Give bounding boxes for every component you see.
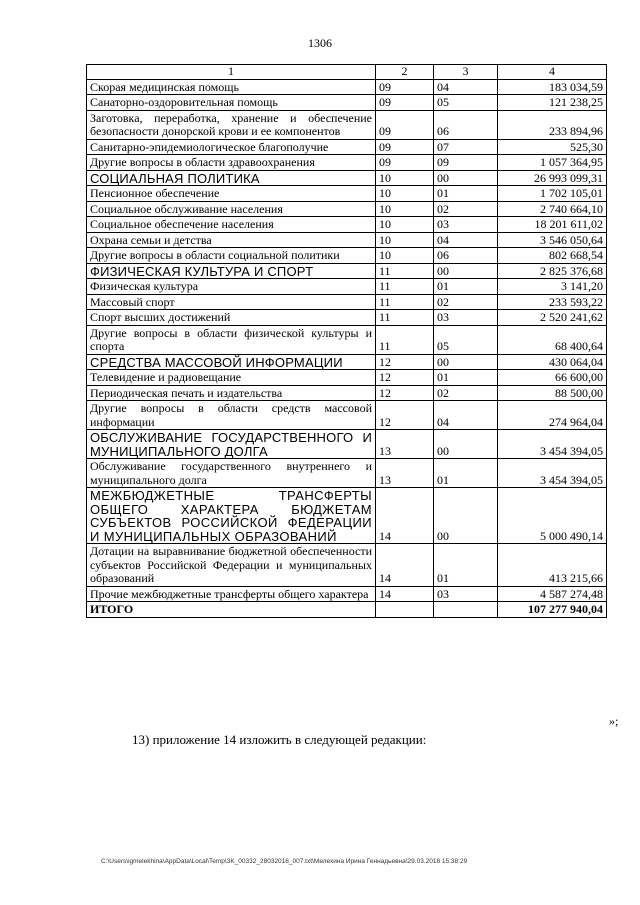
table-row [87, 430, 607, 459]
row-subsection: 02 [434, 201, 498, 217]
table-row [87, 79, 607, 95]
row-name: Другие вопросы в области здравоохранения [87, 155, 376, 171]
row-name: Массовый спорт [87, 294, 376, 310]
row-subsection: 02 [434, 385, 498, 401]
row-subsection: 01 [434, 370, 498, 386]
row-section: 13 [376, 430, 434, 459]
table-row [87, 248, 607, 264]
table-row [87, 459, 607, 488]
row-name: СОЦИАЛЬНАЯ ПОЛИТИКА [87, 170, 376, 186]
table-row [87, 110, 607, 139]
budget-table [86, 64, 607, 618]
table-row [87, 201, 607, 217]
row-section: 11 [376, 310, 434, 326]
row-section: 11 [376, 294, 434, 310]
row-subsection: 07 [434, 139, 498, 155]
row-name: Другие вопросы в области средств массовой информации [87, 401, 376, 430]
row-name: Заготовка, переработка, хранение и обеспечение безопасности донорской крови и ее компонентов [87, 110, 376, 139]
header-cell-section: 2 [376, 65, 434, 80]
row-sum: 274 964,04 [498, 401, 607, 430]
row-sum: 2 825 376,68 [498, 263, 607, 279]
table-row [87, 488, 607, 544]
row-sum: 2 520 241,62 [498, 310, 607, 326]
row-section: 13 [376, 459, 434, 488]
row-name: Санаторно-оздоровительная помощь [87, 95, 376, 111]
row-name: Прочие межбюджетные трансферты общего характера [87, 586, 376, 602]
table-row [87, 279, 607, 295]
row-subsection: 03 [434, 217, 498, 233]
row-section: 11 [376, 279, 434, 295]
table-header-row [87, 65, 607, 80]
row-sum: 233 894,96 [498, 110, 607, 139]
row-name: Пенсионное обеспечение [87, 186, 376, 202]
row-name: Периодическая печать и издательства [87, 385, 376, 401]
row-subsection: 04 [434, 79, 498, 95]
row-sum: 66 600,00 [498, 370, 607, 386]
row-subsection: 09 [434, 155, 498, 171]
total-empty-subsection [434, 602, 498, 618]
row-section: 10 [376, 232, 434, 248]
row-subsection: 01 [434, 279, 498, 295]
table-row [87, 155, 607, 171]
table-row [87, 186, 607, 202]
row-name: Санитарно-эпидемиологическое благополучие [87, 139, 376, 155]
row-sum: 413 215,66 [498, 544, 607, 587]
row-section: 14 [376, 586, 434, 602]
row-section: 12 [376, 370, 434, 386]
row-name: Телевидение и радиовещание [87, 370, 376, 386]
row-subsection: 01 [434, 186, 498, 202]
row-name: Обслуживание государственного внутреннего и муниципального долга [87, 459, 376, 488]
row-subsection: 00 [434, 488, 498, 544]
row-section: 10 [376, 186, 434, 202]
row-section: 09 [376, 155, 434, 171]
amendment-paragraph: 13) приложение 14 изложить в следующей редакции: [132, 732, 427, 747]
row-sum: 3 546 050,64 [498, 232, 607, 248]
row-section: 09 [376, 110, 434, 139]
row-name: ФИЗИЧЕСКАЯ КУЛЬТУРА И СПОРТ [87, 263, 376, 279]
row-name: Другие вопросы в области социальной политики [87, 248, 376, 264]
row-subsection: 02 [434, 294, 498, 310]
row-subsection: 05 [434, 325, 498, 354]
row-subsection: 03 [434, 586, 498, 602]
table-body [87, 79, 607, 602]
row-section: 12 [376, 401, 434, 430]
row-section: 09 [376, 139, 434, 155]
row-section: 11 [376, 263, 434, 279]
table-row [87, 139, 607, 155]
row-subsection: 06 [434, 110, 498, 139]
row-name: Социальное обслуживание населения [87, 201, 376, 217]
row-subsection: 06 [434, 248, 498, 264]
row-subsection: 00 [434, 354, 498, 370]
row-name: ОБСЛУЖИВАНИЕ ГОСУДАРСТВЕННОГО И МУНИЦИПАЛЬНОГО ДОЛГА [87, 430, 376, 459]
row-section: 10 [376, 217, 434, 233]
row-section: 14 [376, 488, 434, 544]
table-row [87, 370, 607, 386]
row-sum: 2 740 664,10 [498, 201, 607, 217]
total-sum: 107 277 940,04 [498, 602, 607, 618]
row-sum: 1 057 364,95 [498, 155, 607, 171]
file-path-footer: C:\Users\igmelekhina\AppData\Local\Temp\3K_00332_28032018_007.txt\Мелехина Ирина Геннадьевна\29.03.2018 15:38:29 [101, 858, 468, 865]
row-subsection: 00 [434, 430, 498, 459]
row-subsection: 00 [434, 170, 498, 186]
table-row [87, 170, 607, 186]
row-section: 10 [376, 201, 434, 217]
table-row [87, 263, 607, 279]
table-row [87, 325, 607, 354]
table-row [87, 232, 607, 248]
table-row [87, 586, 607, 602]
row-section: 10 [376, 170, 434, 186]
row-name: СРЕДСТВА МАССОВОЙ ИНФОРМАЦИИ [87, 354, 376, 370]
total-empty-section [376, 602, 434, 618]
row-sum: 3 454 394,05 [498, 459, 607, 488]
row-sum: 18 201 611,02 [498, 217, 607, 233]
row-sum: 802 668,54 [498, 248, 607, 264]
header-cell-subsection: 3 [434, 65, 498, 80]
row-section: 12 [376, 354, 434, 370]
row-name: МЕЖБЮДЖЕТНЫЕ ТРАНСФЕРТЫ ОБЩЕГО ХАРАКТЕРА БЮДЖЕТАМ СУБЪЕКТОВ РОССИЙСКОЙ ФЕДЕРАЦИИ И МУНИЦИПАЛЬНЫХ ОБРАЗОВАНИЙ [87, 488, 376, 544]
row-subsection: 01 [434, 544, 498, 587]
row-subsection: 00 [434, 263, 498, 279]
row-subsection: 01 [434, 459, 498, 488]
row-sum: 430 064,04 [498, 354, 607, 370]
row-name: Другие вопросы в области физической культуры и спорта [87, 325, 376, 354]
row-sum: 4 587 274,48 [498, 586, 607, 602]
row-sum: 121 238,25 [498, 95, 607, 111]
row-name: Спорт высших достижений [87, 310, 376, 326]
row-sum: 26 993 099,31 [498, 170, 607, 186]
row-subsection: 05 [434, 95, 498, 111]
row-section: 11 [376, 325, 434, 354]
page-number: 1306 [308, 36, 332, 50]
row-sum: 88 500,00 [498, 385, 607, 401]
table-row [87, 217, 607, 233]
table-row [87, 385, 607, 401]
row-name: Социальное обеспечение населения [87, 217, 376, 233]
header-cell-sum: 4 [498, 65, 607, 80]
row-section: 10 [376, 248, 434, 264]
table-row [87, 95, 607, 111]
row-sum: 525,30 [498, 139, 607, 155]
row-section: 14 [376, 544, 434, 587]
row-sum: 233 593,22 [498, 294, 607, 310]
header-cell-name: 1 [87, 65, 376, 80]
row-sum: 5 000 490,14 [498, 488, 607, 544]
row-sum: 3 141,20 [498, 279, 607, 295]
table-row [87, 354, 607, 370]
row-name: Охрана семьи и детства [87, 232, 376, 248]
row-section: 12 [376, 385, 434, 401]
row-name: Скорая медицинская помощь [87, 79, 376, 95]
row-subsection: 04 [434, 401, 498, 430]
row-name: Физическая культура [87, 279, 376, 295]
table-row [87, 544, 607, 587]
row-section: 09 [376, 79, 434, 95]
row-sum: 68 400,64 [498, 325, 607, 354]
table-row [87, 401, 607, 430]
total-row [87, 602, 607, 618]
table-row [87, 294, 607, 310]
row-sum: 1 702 105,01 [498, 186, 607, 202]
row-subsection: 03 [434, 310, 498, 326]
table-row [87, 310, 607, 326]
row-sum: 3 454 394,05 [498, 430, 607, 459]
row-sum: 183 034,59 [498, 79, 607, 95]
row-subsection: 04 [434, 232, 498, 248]
total-label: ИТОГО [87, 602, 376, 618]
row-section: 09 [376, 95, 434, 111]
row-name: Дотации на выравнивание бюджетной обеспеченности субъектов Российской Федерации и муниципальных образований [87, 544, 376, 587]
closing-quote: »; [609, 714, 619, 728]
